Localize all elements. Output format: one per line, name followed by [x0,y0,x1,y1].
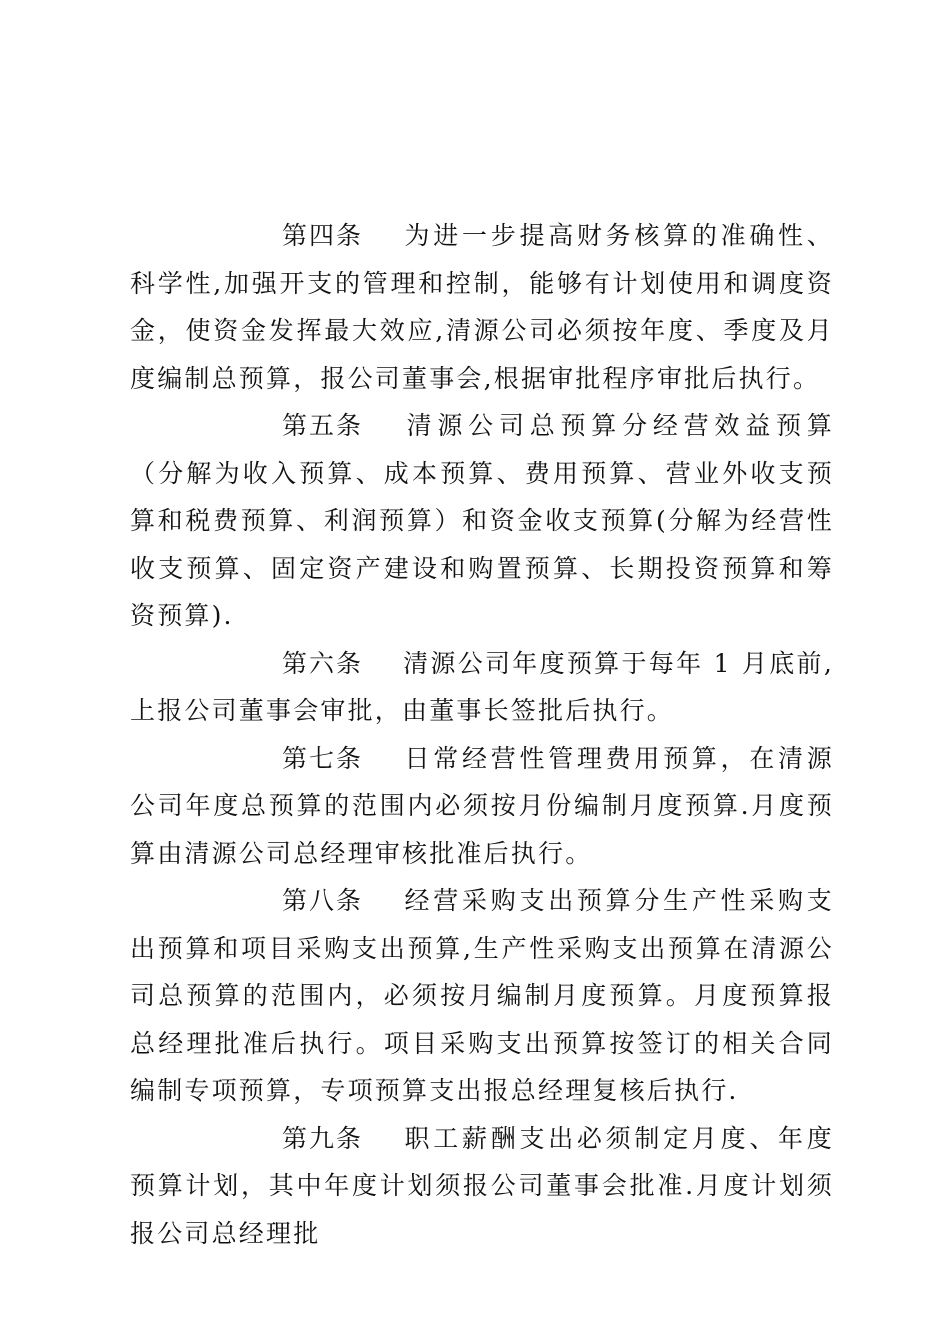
article-number: 第九条 [282,1123,364,1153]
article-text: 清源公司总预算分经营效益预算（分解为收入预算、成本预算、费用预算、营业外收支预算和税费预算、利润预算）和资金收支预算(分解为经营性收支预算、固定资产建设和购置预算、长期投资预算和筹资预算). [130,411,834,630]
document-body [130,212,834,1257]
article-text: 职工薪酬支出必须制定月度、年度预算计划，其中年度计划须报公司董事会批准.月度计划须报公司总经理批 [130,1123,834,1248]
article-7 [130,735,834,878]
article-text: 清源公司年度预算于每年 1 月底前,上报公司董事会审批，由董事长签批后执行。 [130,648,834,725]
article-text: 经营采购支出预算分生产性采购支出预算和项目采购支出预算,生产性采购支出预算在清源公司总预算的范围内，必须按月编制月度预算。月度预算报总经理批准后执行。项目采购支出预算按签订的相关合同编制专项预算，专项预算支出报总经理复核后执行. [130,886,834,1105]
article-number: 第六条 [282,648,364,678]
article-number: 第五条 [282,411,364,440]
article-9 [130,1115,834,1258]
article-text: 日常经营性管理费用预算，在清源公司年度总预算的范围内必须按月份编制月度预算.月度预算由清源公司总经理审核批准后执行。 [130,743,834,868]
article-8 [130,877,834,1115]
article-6 [130,640,834,735]
article-5 [130,402,834,640]
article-4 [130,212,834,402]
article-number: 第七条 [282,743,364,773]
article-number: 第四条 [282,221,364,250]
article-number: 第八条 [282,886,364,915]
article-text: 为进一步提高财务核算的准确性、科学性,加强开支的管理和控制，能够有计划使用和调度资金，使资金发挥最大效应,清源公司必须按年度、季度及月度编制总预算，报公司董事会,根据审批程序审批后执行。 [130,221,834,393]
